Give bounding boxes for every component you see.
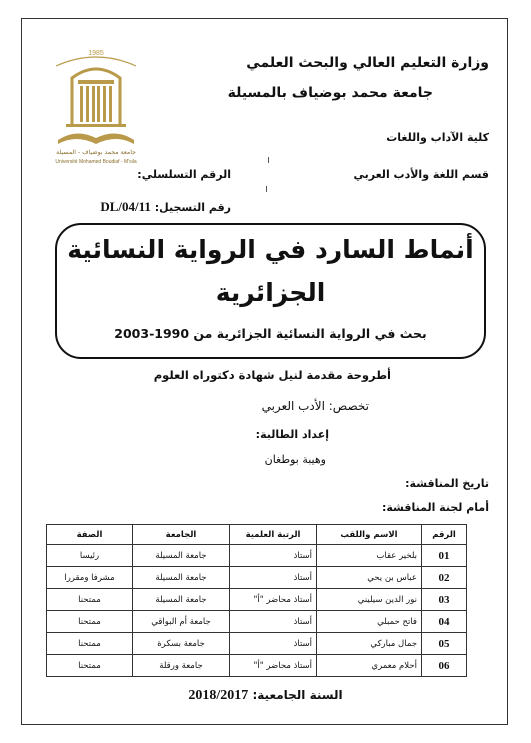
table-row <box>47 567 467 589</box>
member-name: عباس بن يحي <box>317 567 422 589</box>
table-header-row <box>47 525 467 545</box>
member-name: فاتح حمبلي <box>317 611 422 633</box>
table-row <box>47 633 467 655</box>
member-name: نور الدين سيليني <box>317 589 422 611</box>
member-role: رئيسا <box>47 545 133 567</box>
academic-year-value: 2018/2017 <box>188 688 249 703</box>
table-row <box>47 545 467 567</box>
registration-label: رقم التسجيل: <box>154 201 231 214</box>
prepared-by-label: إعداد الطالبة: <box>255 428 329 441</box>
committee-table <box>46 524 467 677</box>
member-name: أحلام معمري <box>317 655 422 677</box>
member-rank: أستاذ <box>230 567 317 589</box>
thesis-subtitle: بحث في الرواية النسائية الجزائرية من 1990-2003 <box>114 326 427 341</box>
member-rank: أستاذ <box>230 633 317 655</box>
member-university: جامعة بسكرة <box>133 633 230 655</box>
thesis-purpose: أطروحة مقدمة لنيل شهادة دكتوراه العلوم <box>153 368 391 382</box>
member-university: جامعة أم البواقي <box>133 611 230 633</box>
column-header: الرقم <box>422 525 467 545</box>
mark-tick <box>266 186 267 192</box>
member-role: ممتحنا <box>47 633 133 655</box>
row-number: 02 <box>422 567 467 589</box>
row-number: 01 <box>422 545 467 567</box>
column-header: الصفة <box>47 525 133 545</box>
member-name: بلخير عقاب <box>317 545 422 567</box>
member-rank: أستاذ محاضر "أ" <box>230 589 317 611</box>
table-row <box>47 655 467 677</box>
registration-number <box>100 199 231 215</box>
department-name: قسم اللغة والأدب العربي <box>353 168 489 181</box>
university-logo <box>36 46 156 166</box>
member-university: جامعة ورقلة <box>133 655 230 677</box>
logo-name-fr: Université Mohamed Boudiaf - M'sila <box>55 159 137 165</box>
member-rank: أستاذ <box>230 545 317 567</box>
faculty-name: كلية الآداب واللغات <box>386 131 489 144</box>
member-role: ممتحنا <box>47 611 133 633</box>
column-header: الاسم واللقب <box>317 525 422 545</box>
ministry-name: وزارة التعليم العالي والبحث العلمي <box>246 55 489 71</box>
member-rank: أستاذ <box>230 611 317 633</box>
table-row <box>47 611 467 633</box>
row-number: 04 <box>422 611 467 633</box>
logo-year: 1985 <box>88 50 104 57</box>
defense-date-label: تاريخ المناقشة: <box>405 477 489 490</box>
university-name: جامعة محمد بوضياف بالمسيلة <box>227 85 433 101</box>
member-name: جمال مباركي <box>317 633 422 655</box>
serial-number-label: الرقم التسلسلي: <box>137 168 231 181</box>
committee-label: أمام لجنة المناقشة: <box>381 501 489 514</box>
mark-tick <box>268 157 269 163</box>
column-header: الرتبة العلمية <box>230 525 317 545</box>
academic-year-label: السنة الجامعية: <box>252 688 343 702</box>
registration-code: DL/04/11 <box>100 199 151 214</box>
row-number: 06 <box>422 655 467 677</box>
column-header: الجامعة <box>133 525 230 545</box>
logo-name-ar: جامعة محمد بوضياف - المسيلة <box>56 149 136 156</box>
specialty: تخصص: الأدب العربي <box>261 399 369 413</box>
thesis-title: أنماط السارد في الرواية النسائية الجزائرية <box>67 235 474 307</box>
member-university: جامعة المسيلة <box>133 567 230 589</box>
student-name: وهيبة بوطغان <box>264 453 326 466</box>
row-number: 03 <box>422 589 467 611</box>
member-rank: أستاذ محاضر "أ" <box>230 655 317 677</box>
member-role: ممتحنا <box>47 655 133 677</box>
member-role: ممتحنا <box>47 589 133 611</box>
table-row <box>47 589 467 611</box>
member-university: جامعة المسيلة <box>133 545 230 567</box>
academic-year <box>0 688 531 704</box>
member-role: مشرفا ومقررا <box>47 567 133 589</box>
member-university: جامعة المسيلة <box>133 589 230 611</box>
row-number: 05 <box>422 633 467 655</box>
